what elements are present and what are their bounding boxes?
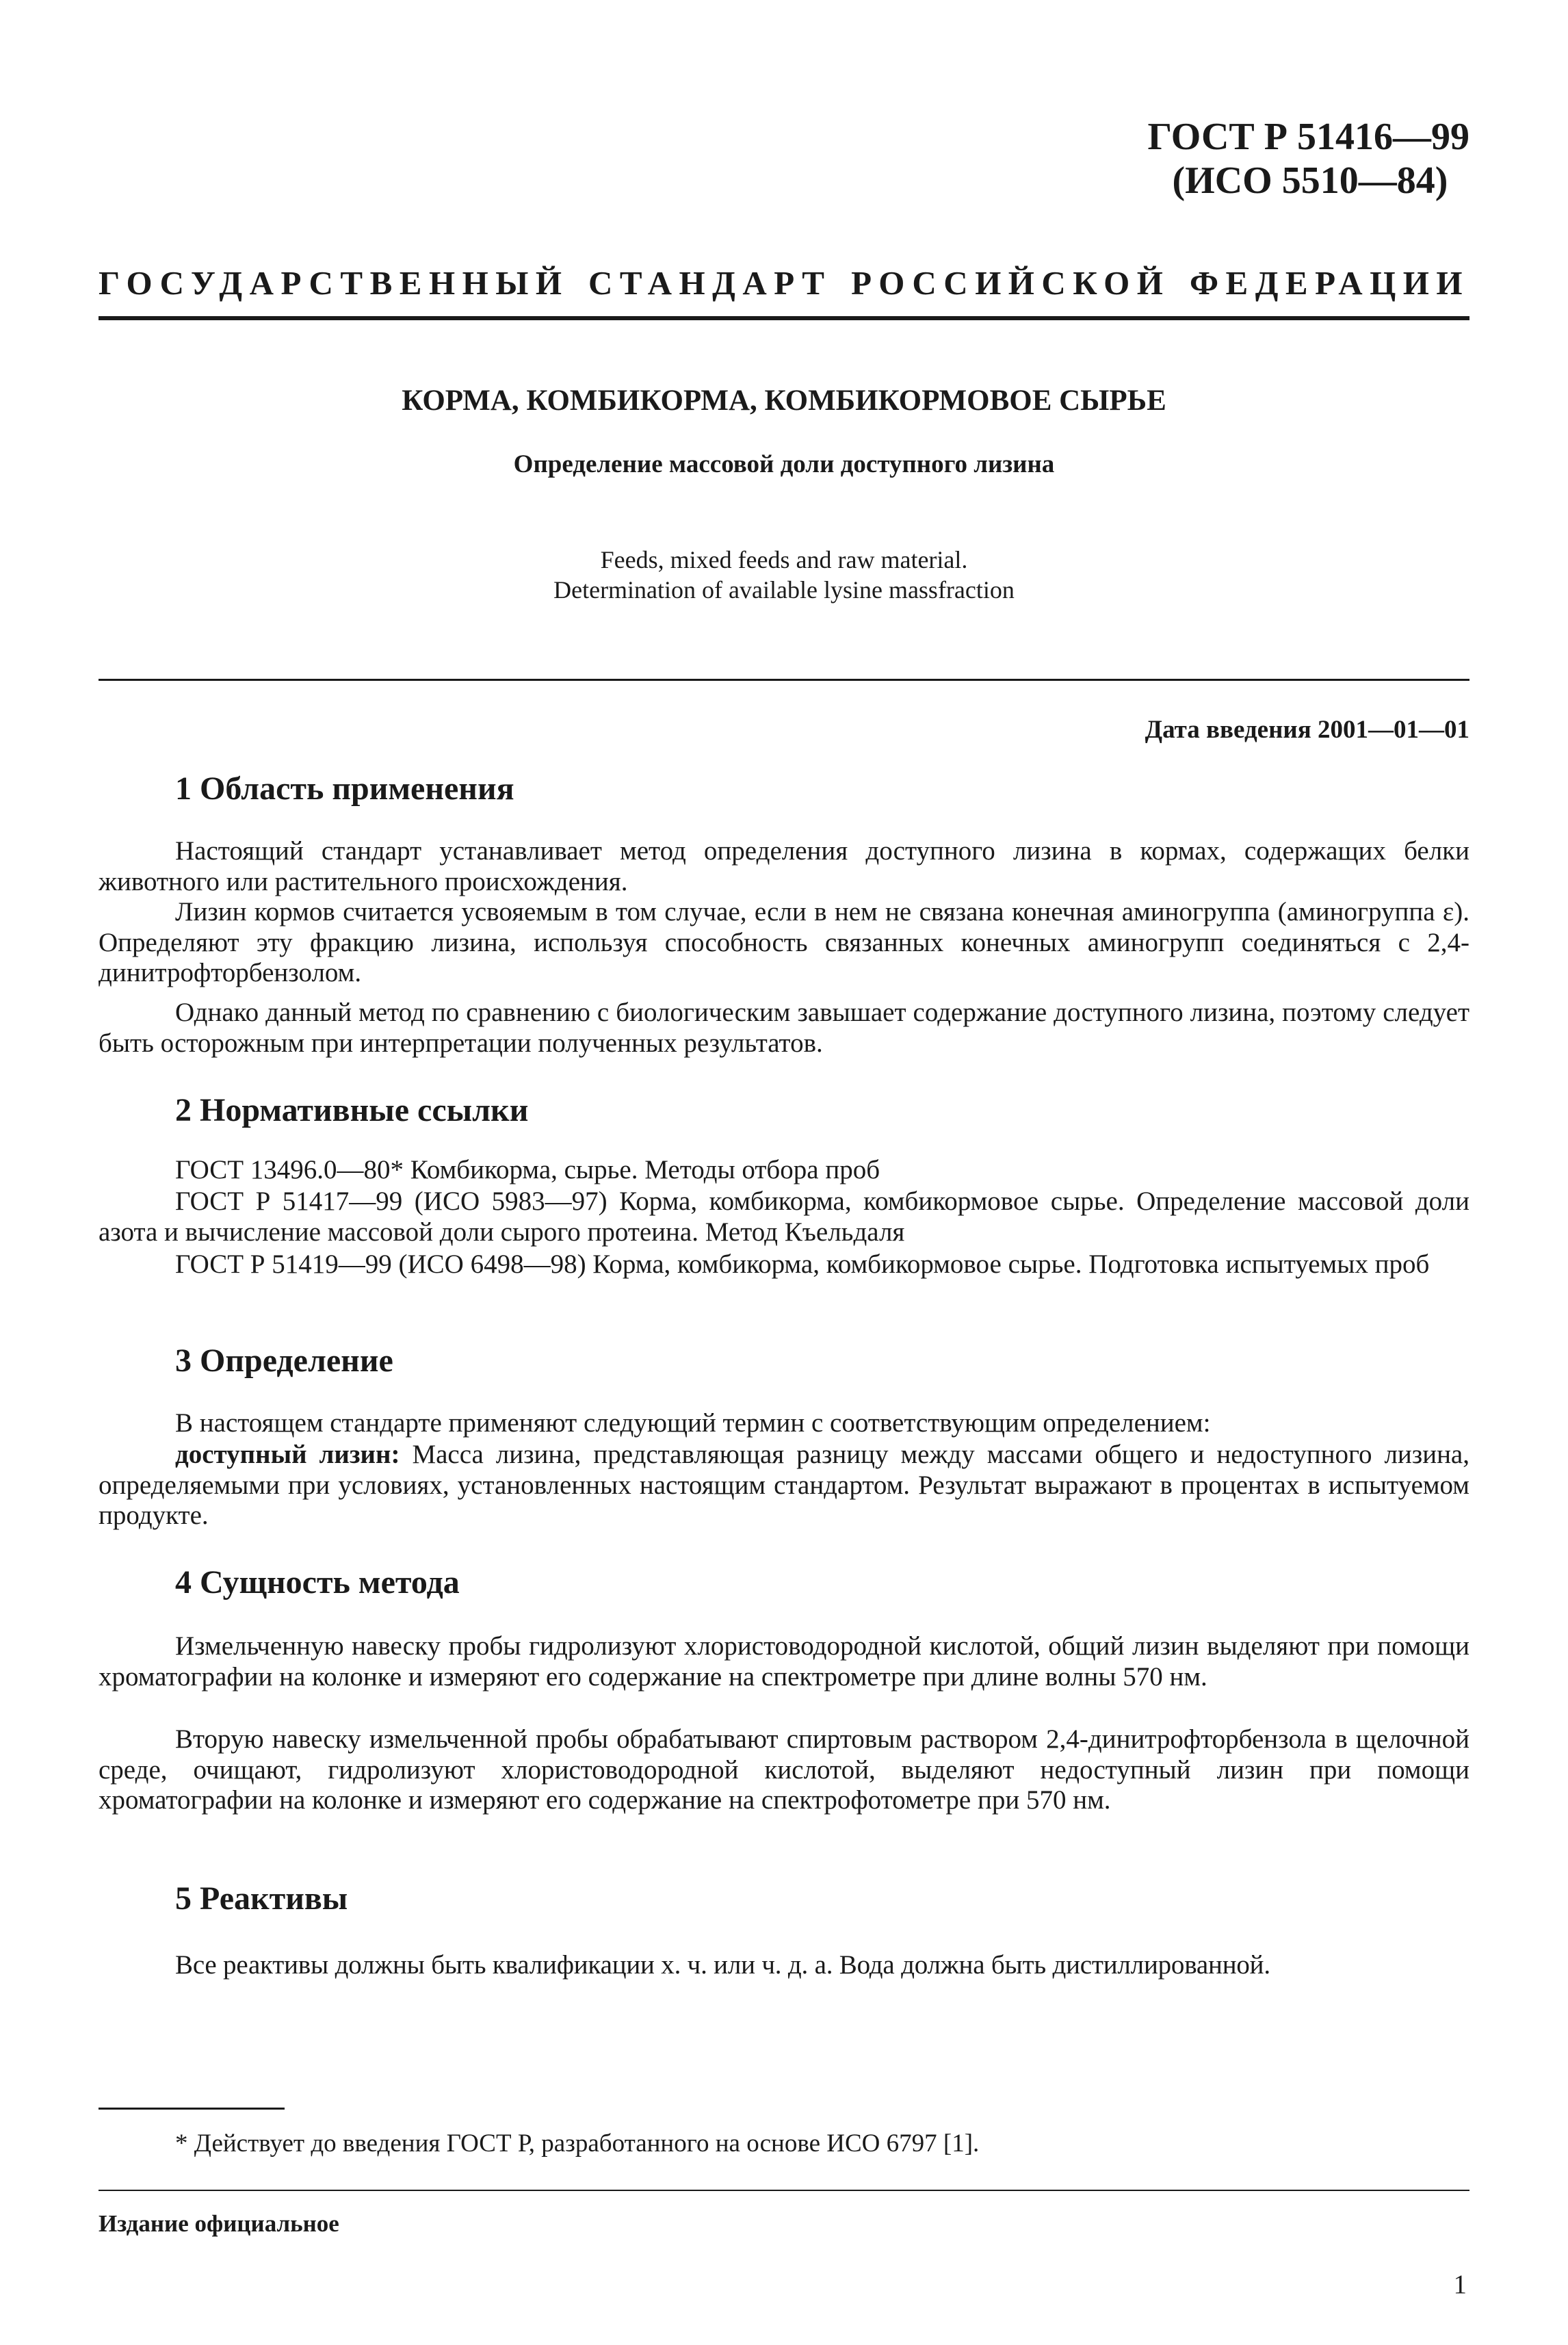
section-5-paragraph-1: Все реактивы должны быть квалификации х. ч. или ч. д. а. Вода должна быть дистиллированной. [175, 1950, 1270, 1980]
section-1-paragraph-2: Лизин кормов считается усвояемым в том случае, если в нем не связана конечная аминогруппа (аминогруппа ε). Определяют эту фракцию лизина, используя способность связанных конечных аминогрупп соединяться с 2,4-динитрофторбензолом. [99, 897, 1469, 987]
document-title: КОРМА, КОМБИКОРМА, КОМБИКОРМОВОЕ СЫРЬЕ [402, 385, 1166, 417]
header-divider [99, 316, 1469, 320]
section-1-heading: 1 Область применения [175, 770, 514, 807]
section-4-paragraph-2: Вторую навеску измельченной пробы обрабатывают спиртовым раствором 2,4-динитрофторбензола в щелочной среде, очищают, гидролизуют хлористоводородной кислотой, выделяют недоступный лизин при помощи хроматографии на колонке и измеряют его содержание на спектрофотометре при 570 нм. [99, 1724, 1469, 1815]
standard-title: ГОСУДАРСТВЕННЫЙ СТАНДАРТ РОССИЙСКОЙ ФЕДЕРАЦИИ [99, 264, 1469, 302]
document-number-block [1148, 115, 1469, 203]
footnote-divider [99, 2108, 285, 2110]
document-subtitle: Определение массовой доли доступного лизина [513, 450, 1055, 478]
section-1-paragraph-3: Однако данный метод по сравнению с биологическим завышает содержание доступного лизина, поэтому следует быть осторожным при интерпретации полученных результатов. [99, 998, 1469, 1058]
definition-text: Масса лизина, представляющая разницу между массами общего и недоступного лизина, определяемыми при условиях, установленных настоящим стандартом. Результат выражают в процентах в испытуемом продукте. [99, 1440, 1469, 1530]
english-title-line-2: Determination of available lysine massfraction [553, 576, 1015, 604]
footnote: * Действует до введения ГОСТ Р, разработанного на основе ИСО 6797 [1]. [175, 2129, 980, 2158]
section-4-paragraph-1: Измельченную навеску пробы гидролизуют хлористоводородной кислотой, общий лизин выделяют при помощи хроматографии на колонке и измеряют его содержание на спектрометре при длине волны 570 нм. [99, 1631, 1469, 1692]
footer-divider [99, 2190, 1469, 2191]
introduction-date: Дата введения 2001—01—01 [1145, 716, 1469, 744]
title-divider [99, 679, 1469, 681]
reference-gost-51419: ГОСТ Р 51419—99 (ИСО 6498—98) Корма, комбикорма, комбикормовое сырье. Подготовка испытуемых проб [175, 1249, 1430, 1279]
english-title-line-1: Feeds, mixed feeds and raw material. [600, 546, 968, 573]
page-number: 1 [1453, 2270, 1467, 2299]
section-1-paragraph-1: Настоящий стандарт устанавливает метод определения доступного лизина в кормах, содержащих белки животного или растительного происхождения. [99, 836, 1469, 896]
section-3-heading: 3 Определение [175, 1343, 393, 1379]
reference-gost-13496: ГОСТ 13496.0—80* Комбикорма, сырье. Методы отбора проб [175, 1155, 880, 1184]
edition-label: Издание официальное [99, 2210, 339, 2237]
reference-gost-51417: ГОСТ Р 51417—99 (ИСО 5983—97) Корма, комбикорма, комбикормовое сырье. Определение массовой доли азота и вычисление массовой доли сырого протеина. Метод Къельдаля [99, 1187, 1469, 1247]
section-3-paragraph-1: В настоящем стандарте применяют следующий термин с соответствующим определением: [175, 1408, 1211, 1438]
gost-number: ГОСТ Р 51416—99 [1147, 116, 1469, 158]
section-3-definition [99, 1440, 1469, 1531]
section-4-heading: 4 Сущность метода [175, 1564, 460, 1601]
section-5-heading: 5 Реактивы [175, 1880, 348, 1917]
english-title [99, 545, 1469, 605]
iso-number: (ИСО 5510—84) [1172, 159, 1448, 202]
definition-term: доступный лизин: [175, 1440, 400, 1469]
section-2-heading: 2 Нормативные ссылки [175, 1092, 529, 1128]
